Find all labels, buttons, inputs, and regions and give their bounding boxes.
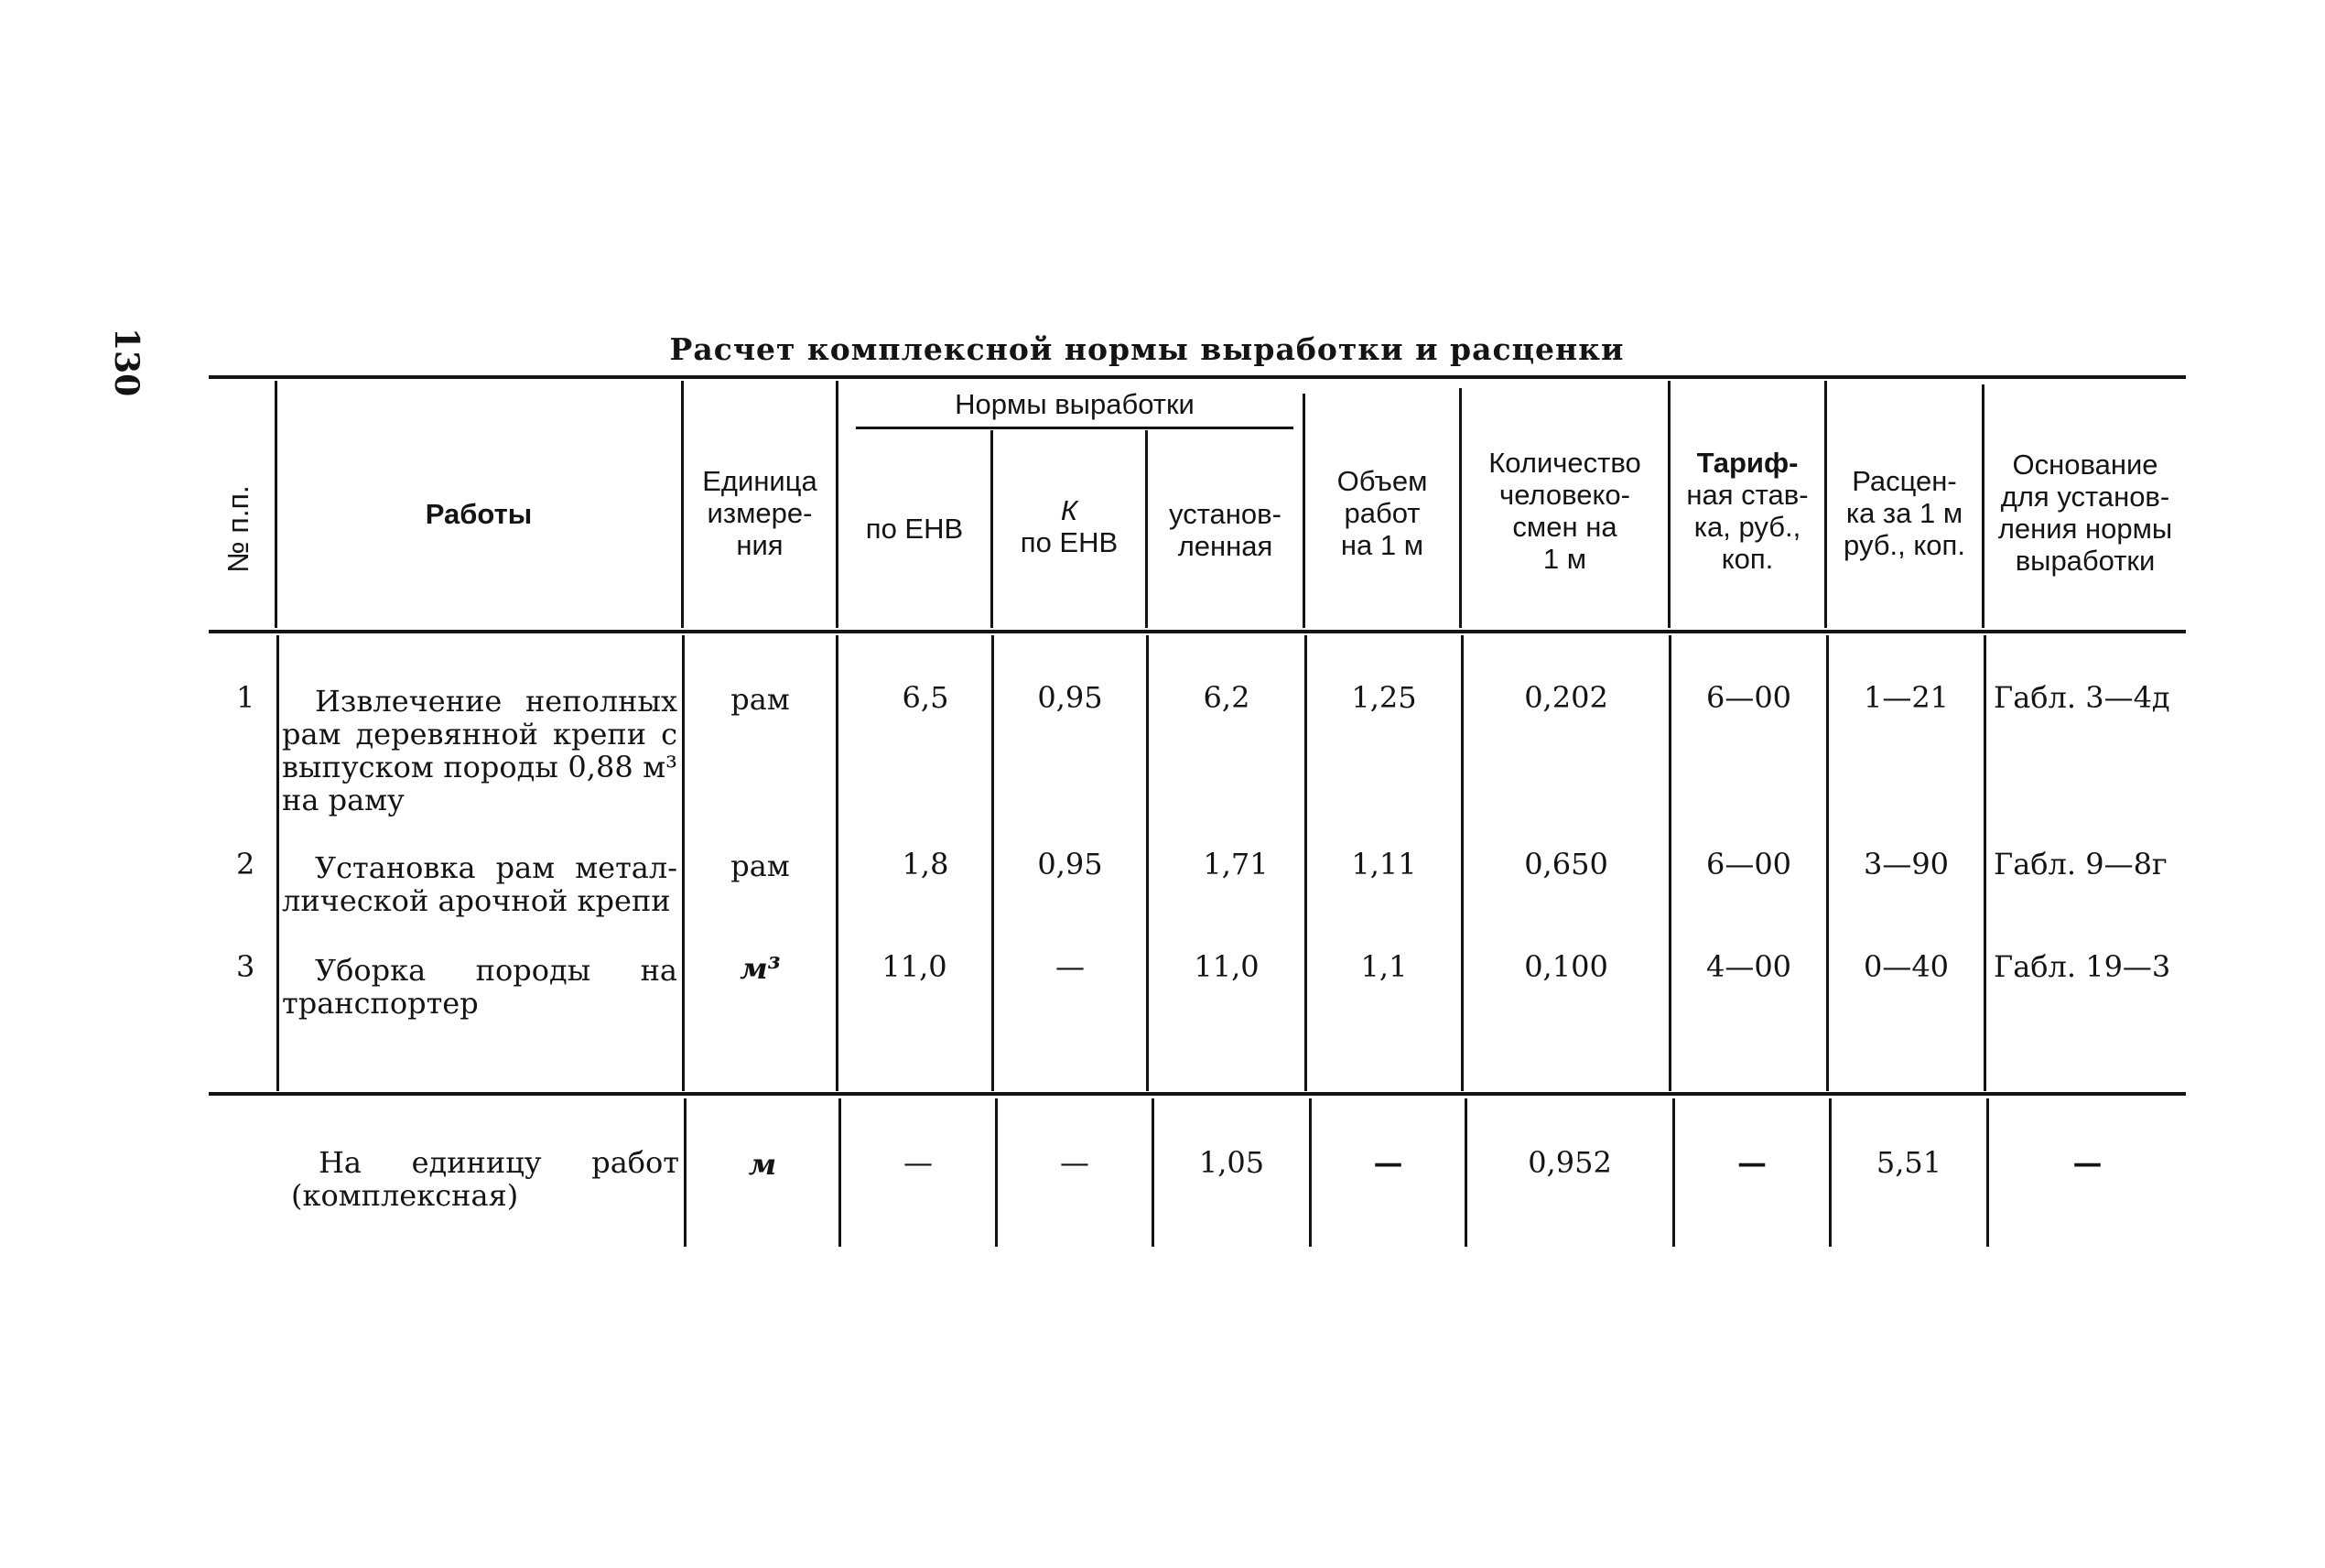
page-title: Расчет комплексной нормы выработки и расценки [669, 331, 1625, 367]
row-k: 0,95 [1037, 847, 1103, 881]
header-tariff: Тариф- ная став- ка, руб., коп. [1686, 447, 1809, 575]
row-manshifts: 0,650 [1524, 847, 1608, 881]
header-bottom-rule [209, 630, 2186, 633]
total-volume: — [1373, 1145, 1403, 1180]
row-work: Установка рам метал- лической арочной крепи [282, 850, 677, 918]
total-work: На единицу работ (комплексная) [291, 1145, 679, 1213]
header-rate: Расцен- ка за 1 м руб., коп. [1844, 465, 1965, 561]
row-num: 2 [236, 847, 255, 881]
row-unit: рам [730, 682, 790, 717]
row-by-env: 11,0 [881, 949, 947, 984]
header-norms-group: Нормы выработки [955, 388, 1195, 420]
row-k: — [1055, 949, 1085, 984]
total-rate: 5,51 [1876, 1145, 1942, 1180]
row-work: Уборка породы на транспортер [282, 953, 677, 1021]
norms-group-rule [856, 427, 1293, 429]
row-k: 0,95 [1037, 680, 1103, 715]
row-established: 6,2 [1203, 680, 1250, 715]
col-divider [1984, 635, 1986, 1091]
header-by-env: по ЕНВ [865, 513, 964, 545]
header-manshifts: Количество человеко- смен на 1 м [1488, 447, 1641, 575]
header-established: установ- ленная [1169, 498, 1281, 562]
row-num: 3 [236, 949, 255, 984]
header-works: Работы [425, 498, 533, 530]
row-tariff: 4—00 [1705, 949, 1792, 984]
row-rate: 3—90 [1863, 847, 1950, 881]
header-k: К по ЕНВ [1020, 494, 1119, 558]
row-volume: 1,25 [1351, 680, 1417, 715]
row-rate: 1—21 [1863, 680, 1950, 715]
row-tariff: 6—00 [1705, 847, 1792, 881]
row-manshifts: 0,100 [1524, 949, 1608, 984]
col-divider [276, 635, 279, 1091]
header-volume: Объем работ на 1 м [1336, 465, 1428, 561]
row-basis: Габл. 3—4д [1994, 680, 2170, 715]
row-volume: 1,11 [1351, 847, 1417, 881]
header-basis: Основание для установ- ления нормы выработки [1997, 449, 2173, 577]
row-manshifts: 0,202 [1524, 680, 1608, 715]
page-number: 130 [107, 328, 146, 397]
row-established: 11,0 [1194, 949, 1260, 984]
header-num: № п.п. [222, 485, 254, 573]
total-by-env: — [903, 1145, 933, 1180]
total-tariff: — [1737, 1145, 1767, 1180]
row-rate: 0—40 [1863, 949, 1950, 984]
total-basis: — [2072, 1145, 2103, 1180]
row-basis: Габл. 9—8г [1994, 847, 2168, 881]
row-volume: 1,1 [1360, 949, 1408, 984]
row-tariff: 6—00 [1705, 680, 1792, 715]
total-manshifts: 0,952 [1528, 1145, 1612, 1180]
total-unit: м [748, 1147, 777, 1182]
row-by-env: 1,8 [902, 847, 949, 881]
row-established: 1,71 [1203, 847, 1269, 881]
total-k: — [1060, 1145, 1089, 1180]
body-bottom-rule [209, 1092, 2186, 1096]
row-work: Извлечение неполных рам деревянной крепи с выпуском породы 0,88 м³ на раму [282, 684, 677, 817]
col-divider [836, 381, 838, 628]
row-by-env: 6,5 [902, 680, 949, 715]
row-unit: рам [730, 849, 790, 883]
header-unit: Единица измере- ния [702, 465, 817, 561]
table-top-rule [209, 375, 2186, 379]
total-established: 1,05 [1198, 1145, 1265, 1180]
row-basis: Габл. 19—3 [1994, 949, 2171, 984]
row-unit: м³ [740, 951, 781, 986]
row-num: 1 [236, 680, 255, 715]
